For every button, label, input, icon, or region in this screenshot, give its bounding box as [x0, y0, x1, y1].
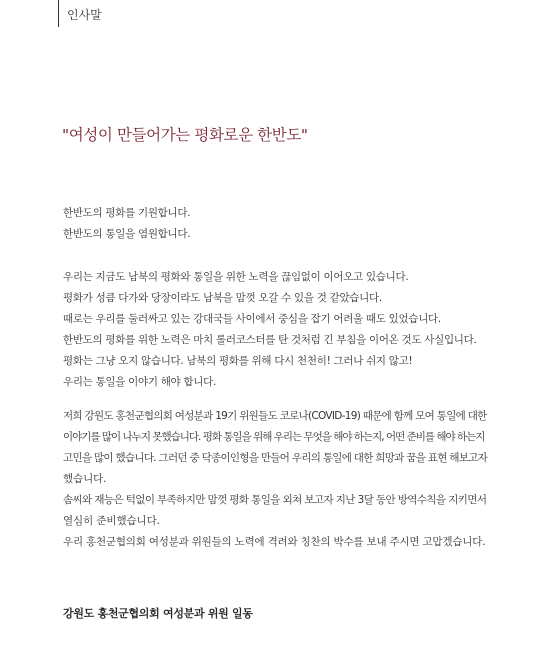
- text-line: 우리는 지금도 남북의 평화와 통일을 위한 노력을 끊임없이 이어오고 있습니다.: [63, 271, 409, 283]
- headline: "여성이 만들어가는 평화로운 한반도": [62, 126, 308, 144]
- text-line: 고민을 많이 했습니다. 그러던 중 닥종이인형을 만들어 우리의 통일에 대한 희망과 꿈을 표현 해보고자: [63, 452, 488, 464]
- text-line: 평화는 그냥 오지 않습니다. 남북의 평화를 위해 다시 천천히! 그러나 쉬지 않고!: [63, 355, 413, 367]
- text-line: 평화가 성큼 다가와 당장이라도 남북을 맘껏 오갈 수 있을 것 같았습니다.: [63, 292, 382, 304]
- text-line: 우리는 통일을 이야기 해야 합니다.: [63, 376, 216, 388]
- paragraph-peace-efforts: [63, 267, 483, 393]
- text-line: 우리 홍천군협의회 여성분과 위원들의 노력에 격려와 칭찬의 박수를 보내 주시면 고맙겠습니다.: [63, 536, 486, 548]
- text-line: 한반도의 평화를 위한 노력은 마치 롤러코스터를 탄 것처럼 긴 부침을 이어온 것도 사실입니다.: [63, 334, 477, 346]
- text-line: 한반도의 평화를 기원합니다.: [63, 207, 191, 219]
- signature: 강원도 홍천군협의회 여성분과 위원 일동: [63, 607, 253, 620]
- text-line: 이야기를 많이 나누지 못했습니다. 평화 통일을 위해 우리는 무엇을 해야 하는지, 어떤 준비를 해야 하는지: [63, 431, 485, 443]
- paragraph-committee-message: [63, 406, 488, 553]
- text-line: 열심히 준비했습니다.: [63, 515, 160, 527]
- text-line: 한반도의 통일을 염원합니다.: [63, 228, 191, 240]
- text-line: 했습니다.: [63, 473, 107, 485]
- text-line: 솜씨와 재능은 턱없이 부족하지만 맘껏 평화 통일을 외쳐 보고자 지난 3달 동안 방역수칙을 지키면서: [63, 494, 487, 506]
- text-line: 저희 강원도 홍천군협의회 여성분과 19기 위원들도 코로나(COVID-19) 때문에 함께 모여 통일에 대한: [63, 410, 487, 422]
- section-label: 인사말: [67, 8, 102, 22]
- text-line: 때로는 우리를 둘러싸고 있는 강대국들 사이에서 중심을 잡기 어려울 때도 있었습니다.: [63, 313, 441, 325]
- paragraph-wishes: [63, 203, 483, 245]
- section-tag: [58, 0, 102, 27]
